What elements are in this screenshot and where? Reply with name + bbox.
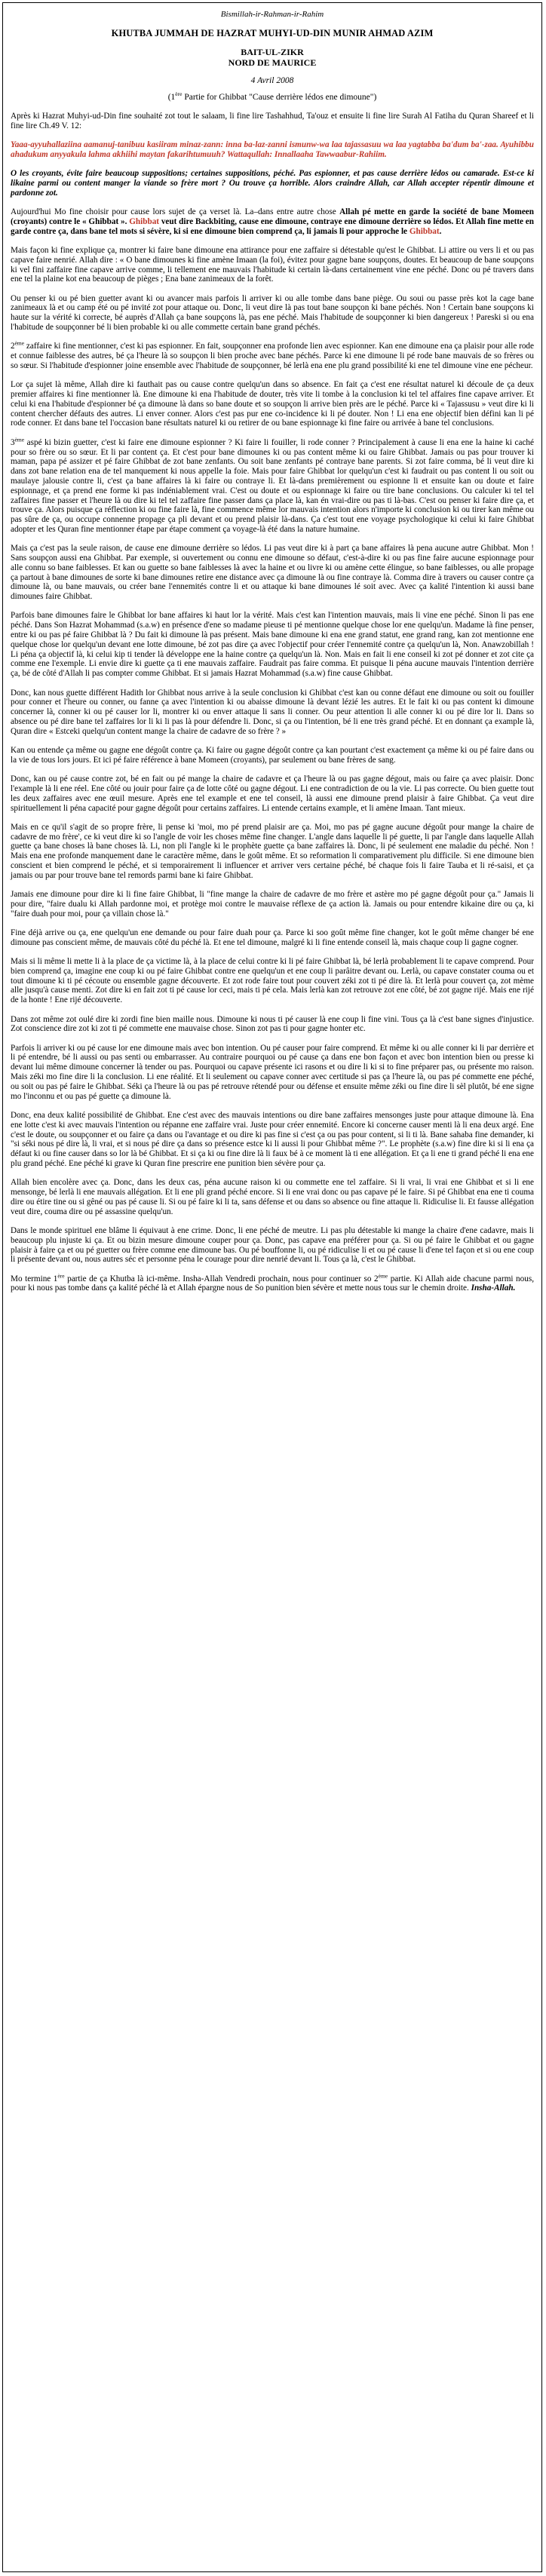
paragraph-18: Mais si li même li mette li à la place de ça victime là, à la place de celui contre ki li pé faire Ghibbat là, bé lerlà probablement li te capave comprend. Pour bien comprend ça, imagine ene coup ki ou pé faire Ghibbat contre ene quelqu'un et ene coup li parâitre devant ou. Lerlà, ou capave constater couma ou et tout dimoune ki ti pé cécoute ou ensemble gagne découverte. Et zot rode faire tout pour couvert zéki zot ti pé dire là. Et lerlà pour couvert ça, zot mème alle jusqu'à cause menti. Zot dire ki en fait zot ti pé cause lor ceci, mais ti pé cela. Mais lerlà kan zot retrouve zot ene côté, bé zot gagne rijé. Mais ene rijé de la honte ! Ene rijé découverte. bbox=[11, 957, 534, 1005]
paragraph-22: Allah bien encolère avec ça. Donc, dans les deux cas, péna aucune raison ki ou commette ene tel zaffaire. Si li vrai, li vrai ene Ghibbat et si li ene mensonge, bé lerlà li ene mauvais allégation. Et li ene pli grand péché encore. Si li ene vrai donc ou pas capave pé le faire. Si pé Ghibbat ena ene ti couma dire ou étire tine ou si gêné ou pas pé cause li. Si ou pé faire ki li ta, sans défense et ou dans so absence ou fine attaque li. Ridiculise li. Et fausse allégation veut dire, couma dire ou pé assassine quelqu'un. bbox=[11, 1178, 534, 1216]
paragraph-intro: Après ki Hazrat Muhyi-ud-Din fine souhaité zot tout le salaam, li fine lire Tashahhud, Ta'ouz et ensuite li fine lire Surah Al Fatiha du Quran Shareef et li fine lire Ch.49 V. 12: bbox=[11, 112, 534, 130]
paragraph-6: Ou penser ki ou pé bien guetter avant ki ou avancer mais parfois li arriver ki ou alle tombe dans bane piège. Ou soui ou passe près kot la cage bane zanimeaux là et ou camp été ou pé invité zot pour attaque ou. Donc, li veut dire là pas tout bane soupçon ki bane péchés. Non ! Certain bane soupçons ki haute sur la vérité ki correcte, bé auprès d'Allah ça bane soupçons là, pas ene péché. Mais l'habitude de soupçonner ki bien dangereux ! Pareski si ou ena l'habitude de soupçonner bé li bien probable ki ou alle commette certain bane grand péchés. bbox=[11, 293, 534, 333]
paragraph-10: Mais ça c'est pas la seule raison, de cause ene dimoune derrière so lédos. Li pas veut dire ki à part ça bane affaires là pena aucune autre Ghibbat. Mon ! Sans soupçon aussi ena Ghibbat. Par exemple, si ouvertement ou connu ene dimoune so défaut, c'est-à-dire ki ou pas fine faire aucune espionnage pour alle connu so bane faiblesses. Et kan ou guette so bane faiblesses là avec la haine et ou livre ki ou amène cette élingue, so bane faiblesses, ou alle propage ça partout à bane dimounes de sorte ki bane dimounes retire ene distance avec ça dimoune là ou fine contraye là. Comma dire à travers ou causer contre ça dimoune là, ou bane mauvais, ou créer bane l'ennemités contre li et ou attaque ki bane dimounes lé soit avec. Avec ça kalité l'intention ki aussi bane dimounes faire Ghibbat. bbox=[11, 544, 534, 602]
part-heading: (1ère Partie for Ghibbat "Cause derrière lédos ene dimoune") bbox=[167, 90, 377, 102]
paragraph-20: Parfois li arriver ki ou pé cause lor ene dimoune mais avec bon intention. Ou pé causer pour faire comprend. Et même ki ou alle conner ki li par derrière et li pé entendre, bé li aussi ou pas senti ou embarrasser. Au contraire pourquoi ou pé cause ça dans ene bon façon et avec bon intention bien ou presse ki devant lui même dimoune concerner là tender ou pas. Pourquoi ou capave présente ici rasons et ou dire li ki si to fine préparer pas, ou présente mo raison. Mais zéki mo fine dire li la conclusion. Li ene réalité. Et li seulement ou capave conner avec certitude si pas ça l'heure là, ou pas pé commette ene péché, ou soit ou pas pé faire le Ghibbat. Séki ça l'heure là ou pas pé retrouve rétendé pour ou défense et ensuite même zéki ou fine dire li sèl plutôt, bé ene signe mo l'inconnu et ou pas pé guette ça dimoune là. bbox=[11, 1043, 534, 1101]
paragraph-4: Aujourd'hui Mo fine choisir pour cause lors sujet de ça verset là. La–dans entre autre chose Allah pé mette en garde la société de bane Momeen (croyants) contre le « Ghibbat ». Ghibbat veut dire Backbiting, cause ene dimoune, contraye ene dimoune derrière so lédos. Et Allah fine mette en garde contre ça, dans bane tel mots si sévère, ki si ene dimoune bien comprend ça, li jamais li pour approche le Ghibbat. bbox=[11, 207, 534, 236]
paragraph-23: Dans le monde spirituel ene blâme li équivaut à ene crime. Donc, li ene péché de meutre. Li pas plu détestable ki mange la chaire d'ene cadavre, mais li beaucoup plu injuste ki ça. Et ou bizin mesure dimoune couper pour ça. Donc, pas capave ena préférer pour ça. Si ou pé faire le Ghibbat et ou gagne plaisir à faire ça et ou pé guetter ou frère comme ene dimoune bas. Ou pé bouffonne li, ou pé ridiculise li et ou pé cause li d'ene tel façon et si ou ene coup li présente devant ou, nous autres séc et personne péna le courage pour dire nenrié devant li. Tous ça là, c'est le Ghibbat. bbox=[11, 1225, 534, 1265]
paragraph-13: Kan ou entende ça même ou gagne ene dégoût contre ça. Ki faire ou gagne dégoût contre ça kan pourtant c'est exactement ça même ki ou pé faire dans ou la vie de tous lors jours. Et ici pé faire référence à bane Momeen (croyants), par seulement ou bane frères de sang. bbox=[11, 746, 534, 765]
paragraph-5: Mais façon ki fine explique ça, montrer ki faire bane dimoune ena attirance pour ene zaffaire si détestable qu'est le Ghibbat. Li attire ou vers li et ou pas capave faire nenrié. Allah dire : « O bane dimounes ki fine amène Imaan (la foi), évitez pour gagne bane soupçons, doutes. Et beaucoup de bane soupçons ki vel fini zaffaire fine capave arrive comme, li tellement ene mauvais l'habitude ki certain là-dans certainement vine ene péché. Donc ou pé travers dans ene tel la plaine kot ena beaucoup de pièges ; Ena bane zanimeaux de la forêt. bbox=[11, 245, 534, 284]
part-sup: ère bbox=[175, 90, 183, 98]
paragraph-11: Parfois bane dimounes faire le Ghibbat lor bane affaires ki haut lor la vérité. Mais c'est kan l'intention mauvais, mais li vine ene péché. Sinon li pas ene péché. Dans Son Hazrat Mohammad (s.a.w) en présence d'ene so madame pieuse ti pé mentionne quelque chose lor ene quelqu'un. Madame là fine penser, entre ki ou pas pé faire Ghibbat là ? Du fait ki dimoune là pas présent. Mais bane dimoune ki ena ene grand statut, ene grand rang, kan zot mentionne ene quelque chose lor quelqu'un devant ene lotte dimoune, bé zot pas dire ça avec l'objectif pour créer l'ennemité contre ça quelqu'un là, Non. Anawzobillah ! Li péna ça objectif là, ki celui kip ti tender là développe ene la haine contre ça quelqu'un là. Non. Mais en fait li ene conseil ki zot pé donner et zot cite ça comme ene l'exemple. Li envie dire ki guette ça ti ene mauvais zaffaire. Faudrait pas faire comma. Et puisque li péna aucune mauvais l'intention derrière ça, bé de côté d'Allah li pas compter comme Ghibbat. Et si jamais Hazrat Mohammad (s.a.w) fine cause Ghibbat. bbox=[11, 611, 534, 679]
paragraph-19: Dans zot même zot oulé dire ki zordi fine bien maille nous. Dimoune ki nous ti pé causer là ene coup li fine vini. Tous ça là c'est bane signes d'injustice. Zot conscience dire zot ki zot ti pé commette ene mauvaise chose. Sinon zot pas ti pour gagne honter etc. bbox=[11, 1014, 534, 1034]
paragraph-17: Fine déjà arrive ou ça, ene quelqu'un ene demande ou pour faire duah pour ça. Parce ki soo goût même fine changer, kot le goût même changer bé ene dimoune pas conscient même, de mauvais côté du péché là. Et ene tel dimoune, malgré ki li fine entende conseil là, mais chaque coup li gagne cogner. bbox=[11, 928, 534, 947]
quran-verse-translation: O les croyants, évite faire beaucoup suppositions; certaines suppositions, péché. Pas espionner, et pas cause derrière lédos ou camarade. Est-ce ki likaine parmi ou content manger la viande so frère mort ? Ou trouve ça horrible. Alors craindre Allah, car Allah accepter répentir dimoune et pardonne zot. bbox=[11, 169, 534, 198]
paragraph-9: 3ème aspé ki bizin guetter, c'est ki faire ene dimoune espionner ? Ki faire li fouiller, li rode conner ? Principalement à cause li ena ene la haine ki caché pour so frère ou so sœur. Et li par content ça. Et c'est pour bane dimounes ki ou pas content même ki ou faire Ghibbat. Jamais ou pas pour trouver ki maman, papa pé assizer et pé faire Ghibbat de zot bane zenfants. Ou soit bane zenfants pé contraye bane parents. Si zot faire comma, bé li veut dire ki dans zot bane relation ena de tel manquement ki nous appelle la foie. Mais pour faire Ghibbat lor quelqu'un c'est ki faudrait ou pas content li ou soit ou maulaye jalousie contre li, c'est ça bane affaires là ki faire ou contraye li. Et là-dans premièrement ou espionne li et ensuite kan ou doute et faire espionnage, et ça prend ene forme ki pas indéniablement vrai. C'est ou doute et ou espionnage ki faire ou tire bane conclusions. Ou calculer ki tel tel zaffaires fine passer et l'heure là ou dire ki tel tel zaffaire fine passer dans ça place là, kan én vrai-dire ou pas ti là-bas. C'est ou penser ki faire dire ça, et trouve ça. Alors puisque ça réflection ki ou fine faire là, fine commence même lor mauvais intention alors n'importe ki conclusion ki ou tirer kan même ou pas sûre de ça, ou occupe connenne propage ça pli devant et ou prend plaisir là-dans. Ça c'est tout ene voyage psychologique ki celui ki faire Ghibbat adopter et les Quran fine mentionner étape par étape comment ça voyage-là été dans la nature humaine. bbox=[11, 435, 534, 534]
paragraph-15: Mais en ce qu'il s'agit de so propre frère, li pense ki 'moi, mo pé prend plaisir are ça. Moi, mo pas pé gagne aucune dégoût pour mange la chaire de cadavre de mo frère', ce ki veut dire ki so l'angle de voir les choses même fine changer. L'angle dans laquelle li pé guette, li par l'angle dans laquelle Allah guette ça bane choses là bane choses là. Li, non pli l'angle ki le prophète guette ça bane zaffaires là. Donc, li pé seulement ene maladie du péché. Non ! Mais ena ene profonde manquement dane le caractère même, dans le goût même. Et so reformation li comparativement plu difficile. Si ene dimoune bien conscient et bien comprend le péché, et si temporairement li influencer et arriver vers certaine péché, bé chaque fois li faire Tauba et li ré-saisi, et ça jamais ou par pour trouve bane tel remords parmi bane ki faire Ghibbat. bbox=[11, 822, 534, 880]
quran-verse-transliteration: Yaaa-ayyuhallaziina aamanuj-tanibuu kasiiram minaz-zann: inna ba-laz-zanni ismunw-wa laa tajassasuu wa laa yagtabba ba'dum ba'-zaa. Ayuhibbu ahadukum anyyakula lahma akhiihi maytan fakarihtumuuh? Wattaqullah: Innallaaha Tawwaabur-Rahiim. bbox=[11, 140, 534, 159]
paragraph-7: 2ème zaffaire ki fine mentionner, c'est ki pas espionner. En fait, soupçonner ena profonde lien avec espionner. Kan ene dimoune ena ça plaisir pour alle rode et connue faiblesse des autres, bé ça l'heure là so soupçon li bien proche avec bane péchés. Parce ki ene dimoune li pé rode bane mauvais de so frères ou so sœur. Si l'habitude d'espionner joine ensemble avec l'habitude de soupçonner, bé lerlà ena ene plu grand possibilité ki ene tel dimoune vine ene pécheur. bbox=[11, 339, 534, 370]
page-frame bbox=[2, 2, 542, 2572]
part-rest: Partie for Ghibbat "Cause derrière lédos ene dimoune") bbox=[182, 93, 377, 102]
paragraph-12: Donc, kan nous guette différent Hadith lor Ghibbat nous arrive à la seule conclusion ki Ghibbat c'est kan ou conne défaut ene dimoune ou soit ou fouiller pour conner et l'heure ou conner, ou fanne ça avec l'intention ki ou abaisse dimoune là devant lézié les autres. Et le fait ki ou pas content ki dimoune concerner là, conner ki ou pé causer lor li, montrer ki ou enver attaque li sans li conner. Ou peur attention li alle conner ki ou pé dire lor li. Dans so absence ou pé dire bane tel zaffaires lor li ki li pas là pour défendre li. Donc, si ça ou l'intention, bé li ene très grand péché. Et en donnant ça example là, Quran dire « Estceki quelqu'un content mange la chaire de cadavre de so frère ? » bbox=[11, 688, 534, 736]
paragraph-8: Lor ça sujet là même, Allah dire ki fauthait pas ou cause contre quelqu'un dans so absence. En fait ça c'est ene résultat naturel ki découle de ça deux premier affaires ki fine mentionner là. Ene dimoune ki ena l'habitude de douter, très vite li tombe à la conclusion ki tel tel affaires fine capave arriver. Et celui ki ena l'habitude d'espionner bé ça dimoune là dans so bane doute et so soupçon li arrive bien près are le péché. Parce ki « Tajassusu » veut dire ki li content chercher défauts des autres. Li enver conner. Alors c'est pas pur ene co-incidence ki li pé douter. Non ! Li ena ene objectif bien défini kan li pé rode conner. Et dans bane tel l'occasion bane résultats naturel ki ou retirer de ou bane espionnage ki fine faire ou arrivée à bane tel conclusions. bbox=[11, 380, 534, 428]
date: 4 Avril 2008 bbox=[250, 76, 294, 85]
part-num: 1 bbox=[170, 93, 176, 102]
paragraph-21: Donc, ena deux kalité possibilité de Ghibbat. Ene c'est avec des mauvais intentions ou dire bane zaffaires mensonges juste pour attaque dimoune là. Ena ene lotte c'est ki avec mauvais l'intention ou répanne ene zaffaire vrai. Juste pour créer ennemité. Encore ki concerne causer menti là li ena deux argé. Ene c'est le doute, ou soupçonner et ou faire ça dans ou l'avantage et ou dire ki pas fine si c'est ça ou pas pour content, si li ti là. Bane sahaba fine demander, ki "si séki nous pé dire là, li vrai, et si nous pé dire ça dans so présence estce ki li aussi li pour Ghibbat même ?". Le prophète (s.a.w) fine dire ki si li ena ça défaut ki ou fine causer dans so lor là bé Ghibbat. Et si ça ki ou fine dire là li faux bé à ce moment là ti ene allégation. Et ça li ene ti grand péché li ena ene plu grand péché. Ene péché ki grave ki Quran fine prescrire ene punition bien sévère pour ça. bbox=[11, 1110, 534, 1168]
page-title: KHUTBA JUMMAH DE HAZRAT MUHYI-UD-DIN MUNIR AHMAD AZIM bbox=[111, 28, 434, 38]
paragraph-14: Donc, kan ou pé cause contre zot, bé en fait ou pé mange la chaire de cadavre et ça l'heure là ou pas gagne dégout, mais ou faire ça avec plaisir. Donc l'example là li ene réel. Ene côté ou jouir pour faire ça de lotte côté ou gagne dégout. Li ene contradiction de ou la vie. Li pas correcte. Ou bien guette tout les deux zaffaires avec ene œuil mesure. Après ene tel example et ene tel conseil, là aussi ene dimoune prend plaisir à faire Ghibbat. Ça veut dire spirituellement li péna capacité pour gagne dégoût pour certains zaffaires. Li entende certains example, et li amène Imaan. Tant mieux. bbox=[11, 774, 534, 813]
basmala: Bismillah-ir-Rahman-ir-Rahim bbox=[220, 10, 324, 19]
org-line-2: NORD DE MAURICE bbox=[228, 57, 317, 68]
org-line-1: BAIT-UL-ZIKR bbox=[241, 47, 304, 57]
closing-phrase: Insha-Allah. bbox=[471, 1283, 516, 1293]
paragraph-16: Jamais ene dimoune pour dire ki li fine faire Ghibbat, li "fine mange la chaire de cadavre de mo frère et astère mo pé gagne dégoût pour ça." Jamais li pour dire, "faire dualu ki Allah pardonne moi, et protège moi contre le mauvaise réflexe de ça action là. Jamais ou pour entendre kikaine dire ou ça, ki "faire duah pour moi, pour ça villain chose là." bbox=[11, 890, 534, 918]
paragraph-closing: Mo termine 1ère partie de ça Khutba là ici-même. Insha-Allah Vendredi prochain, nous pour continuer so 2ème partie. Ki Allah aide chacune parmi nous, pour ki nous pas tombe dans ça kalité péché là et Allah épargne nous de So punition bien sévère et mette nous tous sur le chemin droite. Insha-Allah. bbox=[11, 1271, 534, 1293]
